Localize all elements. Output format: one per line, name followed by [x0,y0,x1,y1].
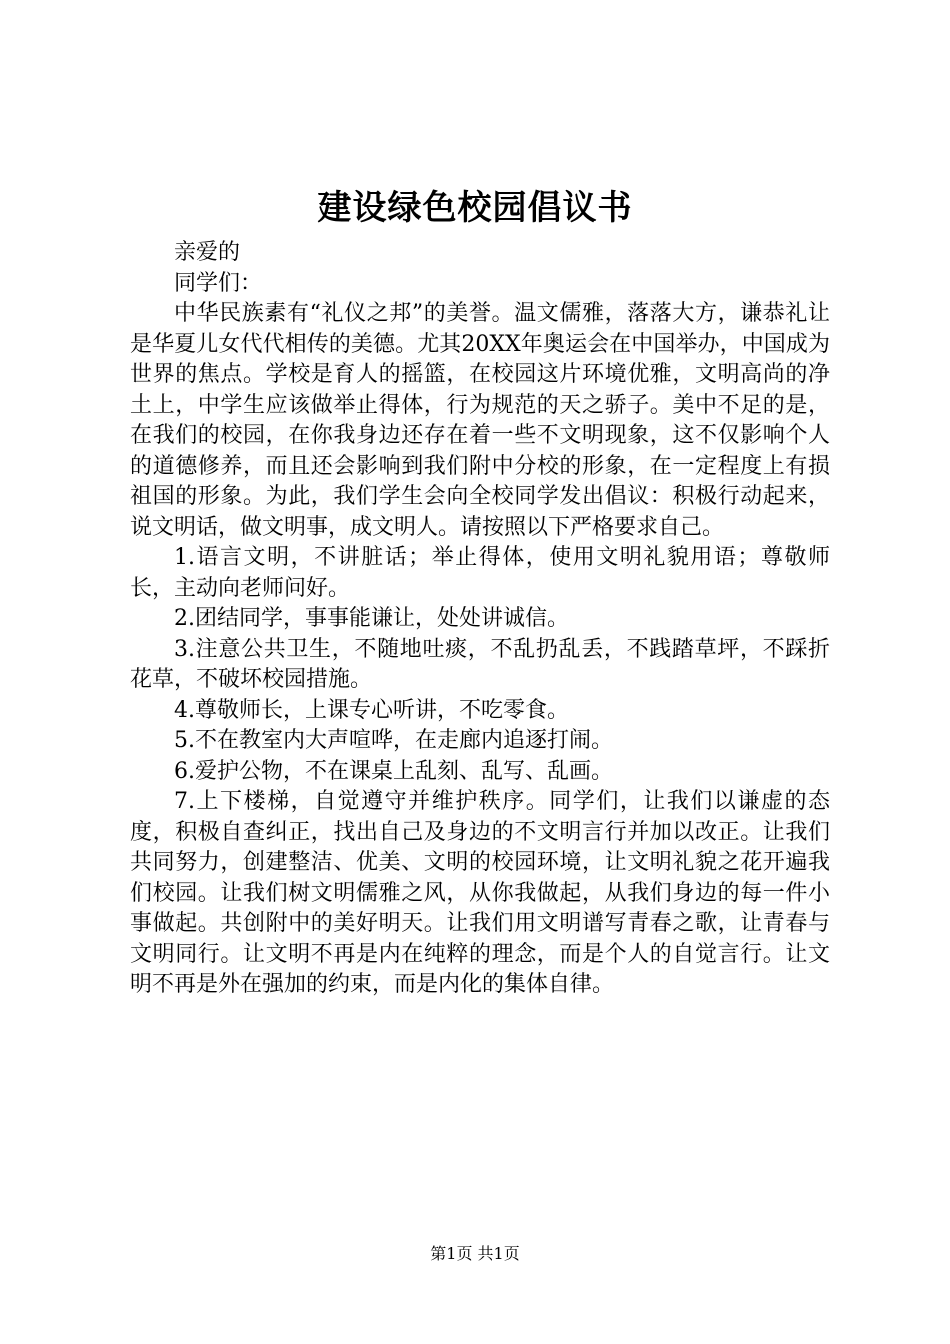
list-item: 6.爱护公物，不在课桌上乱刻、乱写、乱画。 [174,758,613,784]
document-title: 建设绿色校园倡议书 [317,188,633,228]
list-item: 7.上下楼梯，自觉遵守并维护秩序。同学们，让我们以谦虚的态度，积极自查纠正，找出自己及身边的不文明言行并加以改正。让我们共同努力，创建整洁、优美、文明的校园环境，让文明礼貌之花开遍我们校园。让我们树文明儒雅之风，从你我做起，从我们身边的每一件小事做起。共创附中的美好明天。让我们用文明谱写青春之歌，让青春与文明同行。让文明不再是内在纯粹的理念，而是个人的自觉言行。让文明不再是外在强加的约束，而是内化的集体自律。 [130,789,830,997]
list-item: 1.语言文明，不讲脏话；举止得体，使用文明礼貌用语；尊敬师长，主动向老师问好。 [130,545,830,601]
list-item: 4.尊敬师长，上课专心听讲，不吃零食。 [174,697,569,723]
list-item: 5.不在教室内大声喧哗，在走廊内追逐打闹。 [174,728,613,753]
list-item: 3.注意公共卫生，不随地吐痰，不乱扔乱丢，不践踏草坪，不踩折花草，不破坏校园措施。 [130,636,830,692]
salutation-line-2: 同学们： [174,270,263,296]
list-item: 2.团结同学，事事能谦让，处处讲诚信。 [174,606,569,631]
document-body [130,238,830,1001]
salutation-line-1: 亲爱的 [174,240,241,265]
page-footer: 第1页 共1页 [430,1244,520,1263]
intro-paragraph: 中华民族素有“礼仪之邦”的美誉。温文儒雅，落落大方，谦恭礼让是华夏儿女代代相传的美德。尤其20XX年奥运会在中国举办，中国成为世界的焦点。学校是育人的摇篮，在校园这片环境优雅，文明高尚的净土上，中学生应该做举止得体，行为规范的天之骄子。美中不足的是，在我们的校园，在你我身边还存在着一些不文明现象，这不仅影响个人的道德修养，而且还会影响到我们附中分校的形象，在一定程度上有损祖国的形象。为此，我们学生会向全校同学发出倡议：积极行动起来，说文明话，做文明事，成文明人。请按照以下严格要求自己。 [130,301,830,540]
